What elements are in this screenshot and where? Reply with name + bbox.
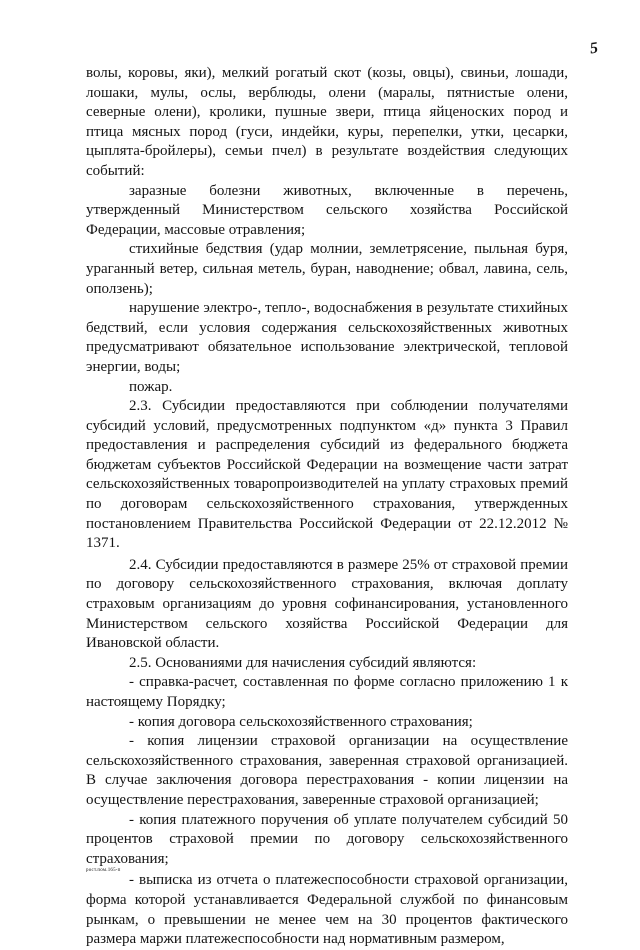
paragraph-2-4: 2.4. Субсидии предоставляются в размере 25% от страховой премии по договору сельскохозяйственного страхования, включая доплату страховым организациям до уровня софинансирования, установленного Министерством сельского хозяйства Российской Федерации для Ивановской области.	[86, 556, 568, 652]
paragraph-livestock-list: волы, коровы, яки), мелкий рогатый скот (козы, овцы), свиньи, лошади, лошаки, мулы, ослы, верблюды, олени (маралы, пятнистые олени, северные олени), кролики, пушные звери, птица яйценоских пород и птица мясных пород (гуси, индейки, куры, перепелки, утки, цесарки, цыплята-бройлеры), семьи пчел) в результате воздействия следующих событий:	[86, 65, 568, 179]
list-item-contract-copy: - копия договора сельскохозяйственного страхования;	[129, 713, 473, 730]
list-item-license-copy: - копия лицензии страховой организации на осуществление сельскохозяйственного страхования, заверенная страховой организацией. В случае заключения договора перестрахования - копии лицензии на осуществление перестрахования, заверенные страховой организацией;	[86, 733, 568, 808]
paragraph-fire: пожар.	[129, 378, 173, 395]
footer-code: рост.пом.165-п	[86, 868, 121, 873]
paragraph-diseases: заразные болезни животных, включенные в перечень, утвержденный Министерством сельского хозяйства Российской Федерации, массовые отравления;	[86, 182, 568, 238]
list-item-solvency-extract: - выписка из отчета о платежеспособности страховой организации, форма которой устанавливается Федеральной службой по финансовым рынкам, о превышении не менее чем на 30 процентов фактического размера маржи платежеспособности над нормативным размером,	[86, 872, 568, 948]
paragraph-utility-failure: нарушение электро-, тепло-, водоснабжения в результате стихийных бедствий, если условия содержания сельскохозяйственных животных предусматривают обязательное использование электрической, тепловой энергии, воды;	[86, 300, 568, 375]
document-body	[86, 64, 568, 950]
paragraph-2-5: 2.5. Основаниями для начисления субсидий являются:	[129, 654, 477, 671]
list-item-calculation: - справка-расчет, составленная по форме согласно приложению 1 к настоящему Порядку;	[86, 674, 568, 710]
list-item-payment-order: - копия платежного поручения об уплате получателем субсидий 50 процентов страховой премии по договору сельскохозяйственного страхования;	[86, 811, 568, 867]
paragraph-natural-disasters: стихийные бедствия (удар молнии, землетрясение, пыльная буря, ураганный ветер, сильная метель, буран, наводнение; обвал, лавина, сель, оползень);	[86, 241, 568, 297]
paragraph-2-3: 2.3. Субсидии предоставляются при соблюдении получателями субсидий условий, предусмотренных подпунктом «д» пункта 3 Правил предоставления и распределения субсидий из федерального бюджета бюджетам субъектов Российской Федерации на возмещение части затрат сельскохозяйственных товаропроизводителей на уплату страховых премий по договорам сельскохозяйственного страхования, утвержденных постановлением Правительства Российской Федерации от 22.12.2012 № 1371.	[86, 398, 568, 552]
page-number: 5	[588, 39, 600, 58]
